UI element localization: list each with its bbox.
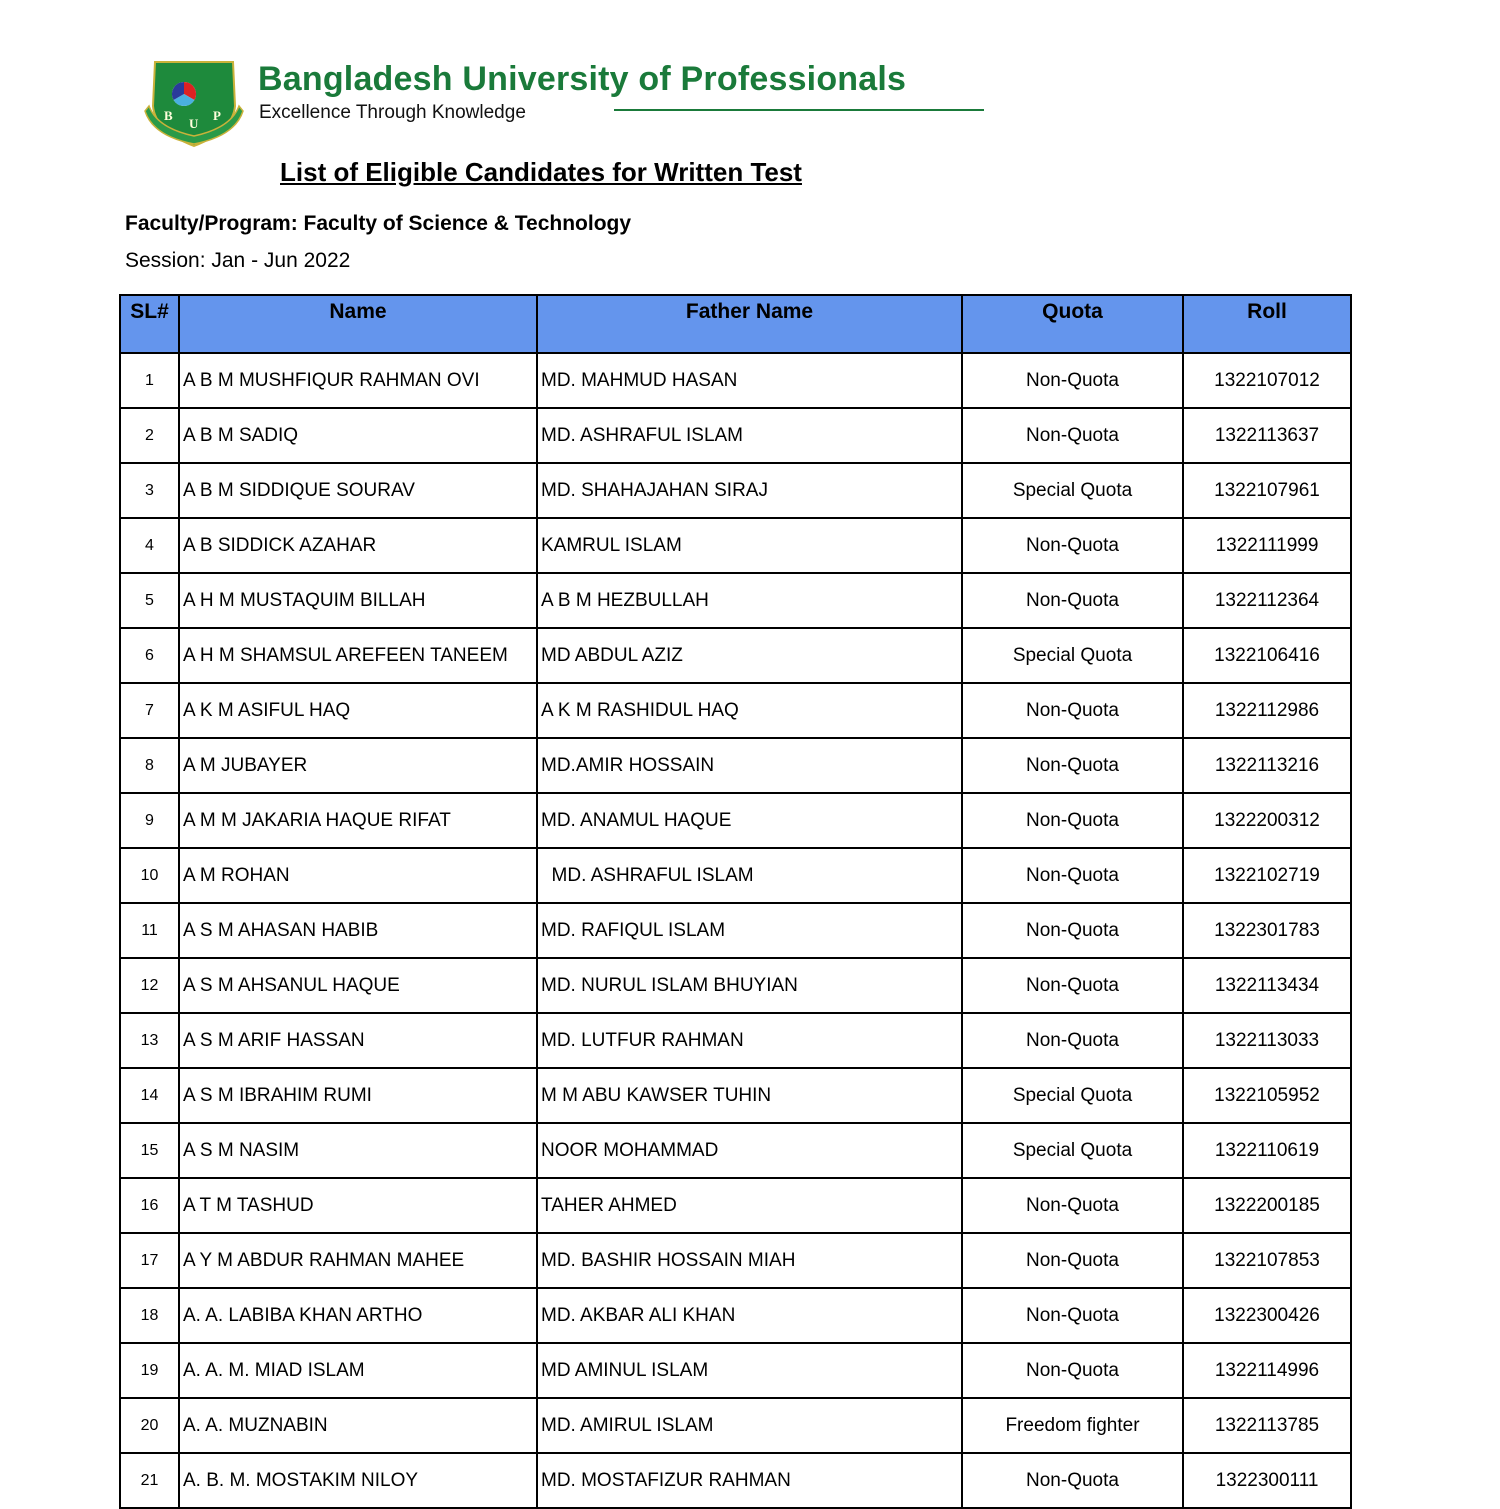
cell-father-name: MD AMINUL ISLAM: [537, 1343, 962, 1398]
cell-name: A H M MUSTAQUIM BILLAH: [179, 573, 537, 628]
cell-roll: 1322112986: [1183, 683, 1351, 738]
cell-quota: Non-Quota: [962, 1178, 1183, 1233]
session: Session: Jan - Jun 2022: [125, 249, 351, 272]
table-row: [120, 683, 1351, 738]
cell-name: A. A. M. MIAD ISLAM: [179, 1343, 537, 1398]
cell-roll: 1322106416: [1183, 628, 1351, 683]
cell-sl: 7: [120, 683, 179, 738]
cell-father-name: MD. BASHIR HOSSAIN MIAH: [537, 1233, 962, 1288]
cell-father-name: MD. RAFIQUL ISLAM: [537, 903, 962, 958]
column-header-father-name: Father Name: [537, 295, 962, 353]
cell-father-name: A B M HEZBULLAH: [537, 573, 962, 628]
table-row: [120, 463, 1351, 518]
cell-quota: Special Quota: [962, 463, 1183, 518]
cell-name: A M M JAKARIA HAQUE RIFAT: [179, 793, 537, 848]
cell-name: A H M SHAMSUL AREFEEN TANEEM: [179, 628, 537, 683]
bup-logo: [143, 56, 245, 148]
cell-sl: 9: [120, 793, 179, 848]
cell-father-name: MD.AMIR HOSSAIN: [537, 738, 962, 793]
cell-name: A B M MUSHFIQUR RAHMAN OVI: [179, 353, 537, 408]
cell-quota: Non-Quota: [962, 1288, 1183, 1343]
cell-name: A. B. M. MOSTAKIM NILOY: [179, 1453, 537, 1508]
cell-father-name: MD. AMIRUL ISLAM: [537, 1398, 962, 1453]
table-row: [120, 1343, 1351, 1398]
cell-roll: 1322107012: [1183, 353, 1351, 408]
cell-sl: 2: [120, 408, 179, 463]
cell-sl: 21: [120, 1453, 179, 1508]
table-row: [120, 1013, 1351, 1068]
university-name: Bangladesh University of Professionals: [258, 60, 907, 98]
cell-sl: 12: [120, 958, 179, 1013]
cell-father-name: MD. NURUL ISLAM BHUYIAN: [537, 958, 962, 1013]
cell-name: A S M AHSANUL HAQUE: [179, 958, 537, 1013]
table-row: [120, 1288, 1351, 1343]
cell-name: A S M NASIM: [179, 1123, 537, 1178]
cell-roll: 1322110619: [1183, 1123, 1351, 1178]
cell-sl: 6: [120, 628, 179, 683]
cell-father-name: MD. ASHRAFUL ISLAM: [537, 408, 962, 463]
cell-name: A T M TASHUD: [179, 1178, 537, 1233]
cell-sl: 3: [120, 463, 179, 518]
cell-roll: 1322113434: [1183, 958, 1351, 1013]
cell-father-name: MD ABDUL AZIZ: [537, 628, 962, 683]
cell-name: A Y M ABDUR RAHMAN MAHEE: [179, 1233, 537, 1288]
table-row: [120, 1233, 1351, 1288]
cell-sl: 5: [120, 573, 179, 628]
cell-father-name: A K M RASHIDUL HAQ: [537, 683, 962, 738]
table-row: [120, 1123, 1351, 1178]
cell-roll: 1322301783: [1183, 903, 1351, 958]
cell-father-name: NOOR MOHAMMAD: [537, 1123, 962, 1178]
cell-quota: Non-Quota: [962, 738, 1183, 793]
cell-sl: 13: [120, 1013, 179, 1068]
cell-name: A M JUBAYER: [179, 738, 537, 793]
faculty-program: Faculty/Program: Faculty of Science & Technology: [125, 212, 632, 235]
cell-father-name: MD. SHAHAJAHAN SIRAJ: [537, 463, 962, 518]
cell-father-name: TAHER AHMED: [537, 1178, 962, 1233]
table-row: [120, 518, 1351, 573]
column-header-sl: SL#: [120, 295, 179, 353]
cell-sl: 16: [120, 1178, 179, 1233]
motto-divider: [614, 109, 984, 111]
cell-name: A. A. MUZNABIN: [179, 1398, 537, 1453]
table-row: [120, 738, 1351, 793]
cell-quota: Non-Quota: [962, 683, 1183, 738]
table-row: [120, 848, 1351, 903]
svg-text:P: P: [213, 108, 221, 123]
cell-name: A S M ARIF HASSAN: [179, 1013, 537, 1068]
cell-quota: Freedom fighter: [962, 1398, 1183, 1453]
column-header-quota: Quota: [962, 295, 1183, 353]
cell-quota: Non-Quota: [962, 573, 1183, 628]
cell-quota: Non-Quota: [962, 1233, 1183, 1288]
cell-father-name: MD. LUTFUR RAHMAN: [537, 1013, 962, 1068]
cell-sl: 1: [120, 353, 179, 408]
cell-sl: 17: [120, 1233, 179, 1288]
cell-roll: 1322300111: [1183, 1453, 1351, 1508]
table-row: [120, 958, 1351, 1013]
cell-roll: 1322113637: [1183, 408, 1351, 463]
cell-quota: Special Quota: [962, 1123, 1183, 1178]
cell-quota: Special Quota: [962, 1068, 1183, 1123]
cell-quota: Non-Quota: [962, 1343, 1183, 1398]
cell-father-name: MD. ASHRAFUL ISLAM: [537, 848, 962, 903]
cell-roll: 1322300426: [1183, 1288, 1351, 1343]
cell-quota: Non-Quota: [962, 1013, 1183, 1068]
table-row: [120, 573, 1351, 628]
cell-quota: Non-Quota: [962, 518, 1183, 573]
cell-name: A B M SADIQ: [179, 408, 537, 463]
cell-sl: 18: [120, 1288, 179, 1343]
cell-sl: 15: [120, 1123, 179, 1178]
table-row: [120, 353, 1351, 408]
column-header-name: Name: [179, 295, 537, 353]
table-row: [120, 1178, 1351, 1233]
university-motto: Excellence Through Knowledge: [259, 102, 526, 123]
cell-quota: Non-Quota: [962, 903, 1183, 958]
cell-father-name: MD. MAHMUD HASAN: [537, 353, 962, 408]
svg-text:U: U: [189, 116, 199, 131]
cell-roll: 1322200312: [1183, 793, 1351, 848]
cell-roll: 1322102719: [1183, 848, 1351, 903]
cell-quota: Non-Quota: [962, 793, 1183, 848]
table-header-row: [120, 295, 1351, 353]
cell-quota: Non-Quota: [962, 353, 1183, 408]
table-row: [120, 1398, 1351, 1453]
table-row: [120, 628, 1351, 683]
table-row: [120, 408, 1351, 463]
cell-name: A. A. LABIBA KHAN ARTHO: [179, 1288, 537, 1343]
cell-father-name: MD. ANAMUL HAQUE: [537, 793, 962, 848]
cell-quota: Non-Quota: [962, 848, 1183, 903]
cell-sl: 8: [120, 738, 179, 793]
cell-name: A B SIDDICK AZAHAR: [179, 518, 537, 573]
cell-sl: 10: [120, 848, 179, 903]
cell-quota: Special Quota: [962, 628, 1183, 683]
cell-roll: 1322113216: [1183, 738, 1351, 793]
cell-roll: 1322107853: [1183, 1233, 1351, 1288]
cell-name: A M ROHAN: [179, 848, 537, 903]
cell-sl: 20: [120, 1398, 179, 1453]
cell-sl: 4: [120, 518, 179, 573]
cell-father-name: MD. MOSTAFIZUR RAHMAN: [537, 1453, 962, 1508]
cell-roll: 1322105952: [1183, 1068, 1351, 1123]
cell-roll: 1322114996: [1183, 1343, 1351, 1398]
table-row: [120, 1068, 1351, 1123]
cell-sl: 11: [120, 903, 179, 958]
document-title: List of Eligible Candidates for Written Test: [280, 157, 802, 187]
cell-father-name: M M ABU KAWSER TUHIN: [537, 1068, 962, 1123]
cell-roll: 1322112364: [1183, 573, 1351, 628]
cell-quota: Non-Quota: [962, 958, 1183, 1013]
candidates-table: [119, 294, 1352, 1509]
cell-quota: Non-Quota: [962, 1453, 1183, 1508]
cell-father-name: KAMRUL ISLAM: [537, 518, 962, 573]
cell-quota: Non-Quota: [962, 408, 1183, 463]
cell-name: A K M ASIFUL HAQ: [179, 683, 537, 738]
cell-roll: 1322111999: [1183, 518, 1351, 573]
table-row: [120, 793, 1351, 848]
cell-roll: 1322200185: [1183, 1178, 1351, 1233]
table-row: [120, 903, 1351, 958]
cell-name: A B M SIDDIQUE SOURAV: [179, 463, 537, 518]
column-header-roll: Roll: [1183, 295, 1351, 353]
cell-roll: 1322107961: [1183, 463, 1351, 518]
cell-roll: 1322113785: [1183, 1398, 1351, 1453]
cell-father-name: MD. AKBAR ALI KHAN: [537, 1288, 962, 1343]
cell-name: A S M AHASAN HABIB: [179, 903, 537, 958]
svg-text:B: B: [164, 108, 173, 123]
cell-roll: 1322113033: [1183, 1013, 1351, 1068]
cell-name: A S M IBRAHIM RUMI: [179, 1068, 537, 1123]
cell-sl: 19: [120, 1343, 179, 1398]
cell-sl: 14: [120, 1068, 179, 1123]
